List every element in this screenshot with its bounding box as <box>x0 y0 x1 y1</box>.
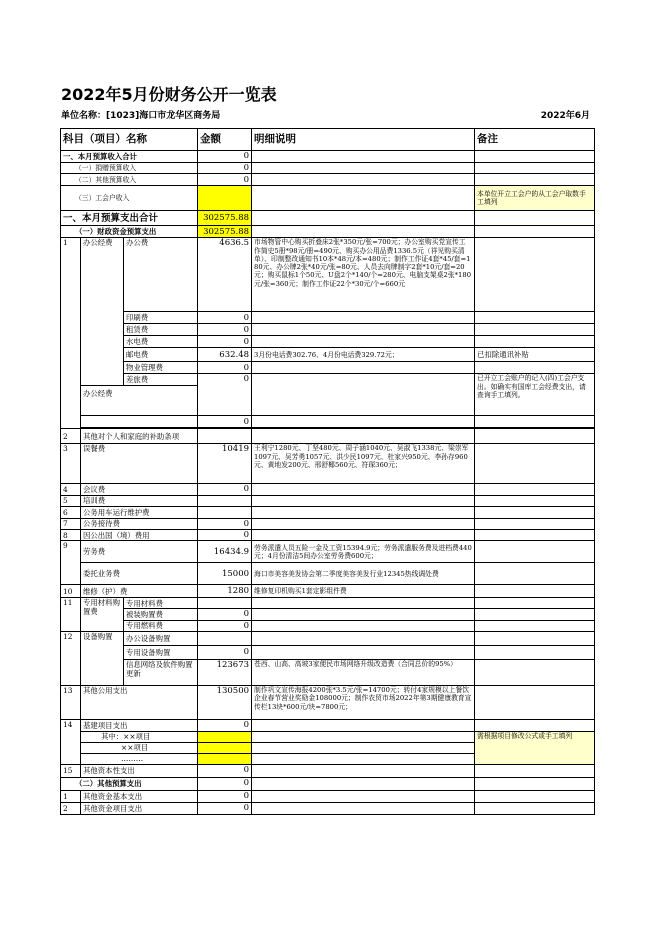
table-row <box>61 362 595 374</box>
row-no: 3 <box>61 444 81 484</box>
r10-detail: 维修复印机购买1套定影组件费 <box>252 585 475 598</box>
r12b-label: 专用设备购置 <box>124 646 198 660</box>
r12a-label: 办公设备购置 <box>124 632 198 646</box>
table-row <box>61 495 595 506</box>
office-fee-amount: 4636.5 <box>198 238 252 312</box>
o1-amount: 0 <box>198 790 252 802</box>
table-row <box>61 174 595 186</box>
finance-table <box>60 128 595 815</box>
table-row <box>61 444 595 484</box>
property-amount: 0 <box>198 362 252 374</box>
table-row <box>61 312 595 324</box>
o1-label: 其他资金基本支出 <box>81 790 198 802</box>
row-no: 9 <box>61 541 81 585</box>
r9b-label: 委托业务费 <box>81 563 198 585</box>
table-row <box>61 790 595 802</box>
r9b-amount: 15000 <box>198 563 252 585</box>
table-row <box>61 802 595 814</box>
fiscal-title: （一）财政资金预算支出 <box>61 226 198 238</box>
r13-amount: 130500 <box>198 686 252 720</box>
header-detail: 明细说明 <box>252 129 475 151</box>
r9b-detail: 海口市美容美发协会第二季度美容美发行业12345热线调处费 <box>252 563 475 585</box>
page-title: 2022年5月份财务公开一览表 <box>61 85 277 104</box>
r7-label: 公务接待费 <box>81 518 198 529</box>
table-row <box>61 348 595 362</box>
r12c-detail: 苍西、山高、高坡3家便民市场网络升级改造费（合同总价的95%） <box>252 660 475 686</box>
table-row <box>61 151 595 163</box>
r15-amount: 0 <box>198 764 252 777</box>
r14b-label: ××项目 <box>81 742 198 753</box>
table-row <box>61 777 595 790</box>
table-row <box>61 518 595 529</box>
travel-amount: 0 <box>198 374 252 416</box>
table-row <box>61 764 595 777</box>
row-no: 14 <box>61 720 81 764</box>
row-no: 6 <box>61 506 81 518</box>
table-row <box>61 324 595 336</box>
r4-label: 会议费 <box>81 484 198 495</box>
r11b-amount: 0 <box>198 609 252 620</box>
income-total: 0 <box>198 151 252 163</box>
row-no: 7 <box>61 518 81 529</box>
r11a-label: 专用材料费 <box>124 598 198 609</box>
header-item: 科目（项目）名称 <box>61 129 198 151</box>
union-income-label: （三）工会户收入 <box>61 186 198 211</box>
table-row <box>61 530 595 541</box>
r14-remark: 需根据项目修改公式或手工填列 <box>475 731 595 764</box>
office-fee-label: 办公费 <box>124 238 198 312</box>
r14-amount: 0 <box>198 720 252 731</box>
r11c-label: 专用燃料费 <box>124 620 198 631</box>
table-row <box>61 686 595 720</box>
r9-detail: 劳务派遣人员五险一金及工资15394.9元；劳务派遣服务费及进档费440元；4月份清洁5间办公室劳务费600元； <box>252 541 475 563</box>
r6-label: 公务用车运行维护费 <box>81 506 198 518</box>
r11b-label: 被装购置费 <box>124 609 198 620</box>
header-remark: 备注 <box>475 129 595 151</box>
table-row <box>61 660 595 686</box>
r11c-amount: 0 <box>198 620 252 631</box>
r12-group: 设备购置 <box>81 632 124 686</box>
row-no: 12 <box>61 632 81 686</box>
table-row <box>61 585 595 598</box>
rent-label: 租赁费 <box>124 324 198 336</box>
utility-label: 水电费 <box>124 336 198 348</box>
r9-label: 劳务费 <box>81 541 198 563</box>
report-date: 2022年6月 <box>540 111 590 121</box>
table-row <box>61 632 595 646</box>
row-no: 13 <box>61 686 81 720</box>
donation-amount: 0 <box>198 163 252 174</box>
postal-label: 邮电费 <box>124 348 198 362</box>
r13-label: 其他公用支出 <box>81 686 198 720</box>
postal-detail: 3月份电话费302.76、4月份电话费329.72元； <box>252 348 475 362</box>
row-no: 2 <box>61 802 81 814</box>
row-no: 11 <box>61 598 81 632</box>
r15-label: 其他资本性支出 <box>81 764 198 777</box>
utility-amount: 0 <box>198 336 252 348</box>
office-group: 办公经费 <box>81 238 124 386</box>
row-no: 1 <box>61 238 81 429</box>
table-row <box>61 563 595 585</box>
unit-name: 单位名称：[1023]海口市龙华区商务局 <box>61 111 221 121</box>
table-row <box>61 541 595 563</box>
row-no: 2 <box>61 429 81 444</box>
table-row <box>61 416 595 428</box>
postal-amount: 632.48 <box>198 348 252 362</box>
table-row <box>61 226 595 238</box>
r12b-amount: 0 <box>198 646 252 660</box>
r3-label: 误餐费 <box>81 444 198 484</box>
row-no: 10 <box>61 585 81 598</box>
other-income-label: （二）其他预算收入 <box>61 174 198 186</box>
printing-label: 印刷费 <box>124 312 198 324</box>
r9-amount: 16434.9 <box>198 541 252 563</box>
other-expense-amount: 0 <box>198 777 252 790</box>
row-no: 1 <box>61 790 81 802</box>
table-row <box>61 598 595 609</box>
table-row <box>61 646 595 660</box>
donation-label: （一）捐赠预算收入 <box>61 163 198 174</box>
table-row <box>61 620 595 631</box>
office-fee-detail: 市场物管中心购买折叠床2张*350元/张=700元；办公室购买党宣传工作简史5册*98元/册=490元、购买办公用品费1336.5元（祥见购买清单）、印制整改通知书10本*48元/本=480元；制作工作证4套*45/套=180元、办公牌2张*40元/张=80元、人员去向牌制字2套*10元/套=20元；购买鼠标1个50元、U盘2个*140/个=280元、电脑支架桌2张*180元/张=360元；制作工作证22个*30元/个=660元 <box>252 238 475 312</box>
income-title: 一、本月预算收入合计 <box>61 151 198 163</box>
r12c-label: 信息网络及软件购置更新 <box>124 660 198 686</box>
table-row <box>61 186 595 211</box>
other-income-amount: 0 <box>198 174 252 186</box>
union-remark: 本单位开立工会户的从工会户取数手工填列 <box>475 186 595 211</box>
r14a-label: 其中：××项目 <box>81 731 198 742</box>
office-group-label-2: 办公经费 <box>83 389 113 398</box>
property-label: 物业管理费 <box>124 362 198 374</box>
other-expense-title: （二）其他预算支出 <box>61 777 198 790</box>
r10-amount: 1280 <box>198 585 252 598</box>
r5-label: 培训费 <box>81 495 198 506</box>
r13-detail: 制作巩文宣传海报4200张*3.5元/张=14700元；转付4家规模以上餐饮企业春节营业奖励金108000元；制作农贸市场2022年第3期健康教育宣传栏13块*600元/块=7800元； <box>252 686 475 720</box>
table-row <box>61 374 595 386</box>
table-row <box>61 336 595 348</box>
r14c-label: ……… <box>81 753 198 764</box>
row-no: 4 <box>61 484 81 495</box>
r8-label: 因公出国（境）费用 <box>81 530 198 541</box>
r3-detail: 王利宁1280元、丁坚480元、周子涵1040元、吴淑飞1338元、梁崇军1097元、吴芳勇1057元、洪少民1097元、杜家兴950元、李孙存960元、黄地发200元、邢舒椰560元、符琛360元； <box>252 444 475 484</box>
office-blank-amount: 0 <box>198 416 252 428</box>
table-row <box>61 506 595 518</box>
o2-amount: 0 <box>198 802 252 814</box>
rent-amount: 0 <box>198 324 252 336</box>
r3-amount: 10419 <box>198 444 252 484</box>
table-row <box>61 720 595 731</box>
table-row <box>61 163 595 174</box>
table-row <box>61 238 595 312</box>
header-amount: 金额 <box>198 129 252 151</box>
postal-remark: 已扣除通讯补贴 <box>475 348 595 362</box>
r2-label: 其他对个人和家庭的补助条项 <box>81 429 198 444</box>
r7-amount: 0 <box>198 518 252 529</box>
r14-label: 基建项目支出 <box>81 720 198 731</box>
row-no: 8 <box>61 530 81 541</box>
expense-total: 302575.88 <box>198 211 252 226</box>
row-no: 5 <box>61 495 81 506</box>
table-header-row <box>61 129 595 151</box>
r8-amount: 0 <box>198 530 252 541</box>
table-row <box>61 609 595 620</box>
table-row <box>61 429 595 444</box>
table-row <box>61 211 595 226</box>
travel-label: 差旅费 <box>124 374 198 386</box>
printing-amount: 0 <box>198 312 252 324</box>
table-row <box>61 731 595 742</box>
fiscal-total: 302575.88 <box>198 226 252 238</box>
r11-group: 专用材料购置费 <box>81 598 124 632</box>
r4-amount: 0 <box>198 484 252 495</box>
row-no: 15 <box>61 764 81 777</box>
table-row <box>61 484 595 495</box>
travel-remark: 已开立工会账户的记入(四)工会户支出。如确实有国库工会经费支出，请查询手工填列。 <box>475 374 595 416</box>
r10-label: 维修（护）费 <box>81 585 198 598</box>
r12c-amount: 123673 <box>198 660 252 686</box>
expense-title: 一、本月预算支出合计 <box>61 211 198 226</box>
o2-label: 其他资金项目支出 <box>81 802 198 814</box>
